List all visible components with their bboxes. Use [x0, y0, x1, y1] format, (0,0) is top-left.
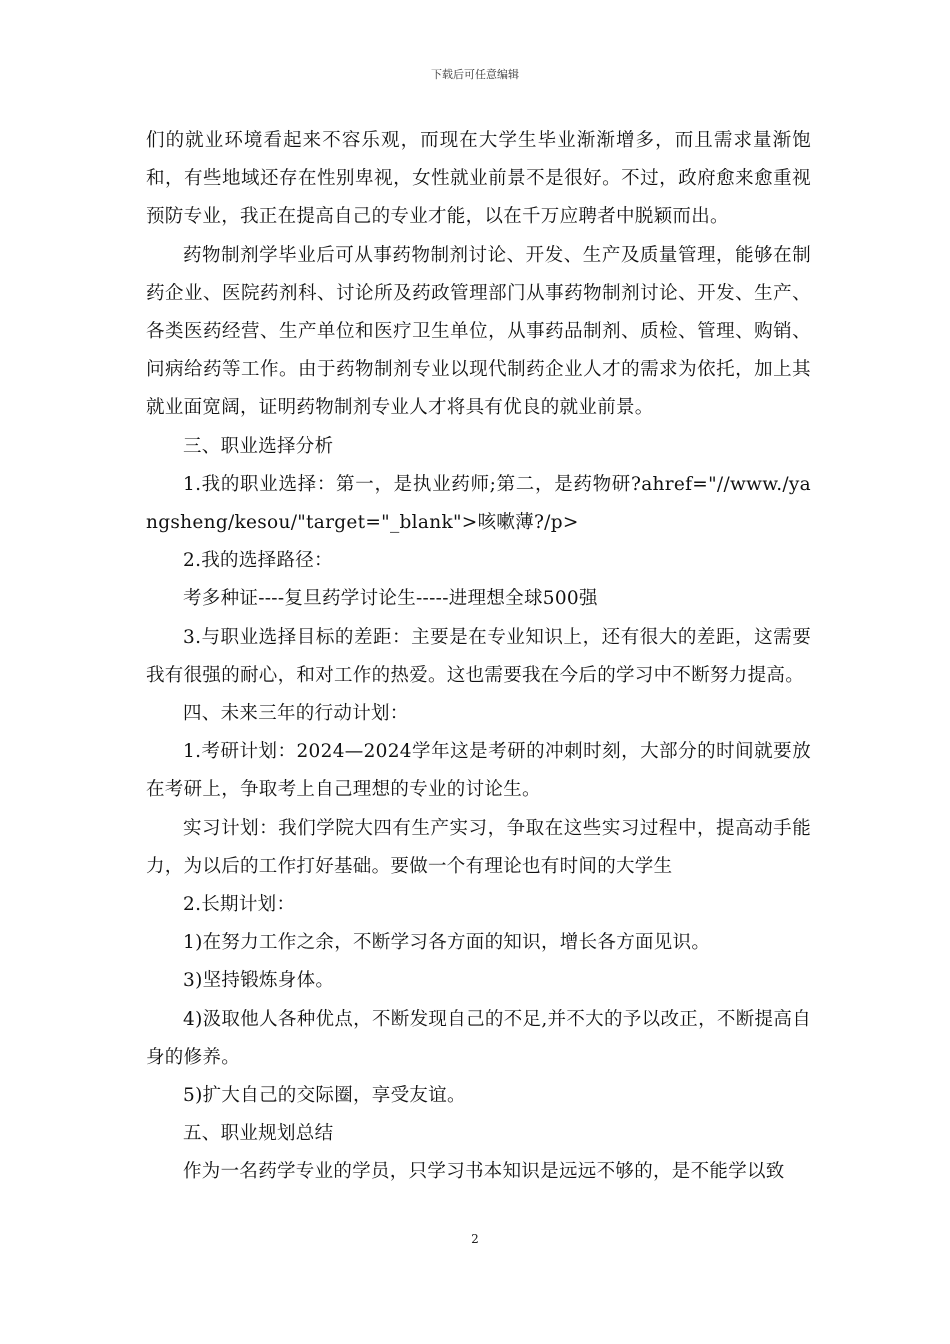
- paragraph-internship-plan: 实习计划：我们学院大四有生产实习，争取在这些实习过程中，提高动手能力，为以后的工作打好基础。要做一个有理论也有时间的大学生: [146, 817, 811, 877]
- section-heading-summary: 五、职业规划总结: [183, 1123, 334, 1145]
- paragraph-long-term-label: 2.长期计划：: [183, 894, 296, 916]
- list-item-social-circle: 5)扩大自己的交际圈，享受友谊。: [183, 1085, 466, 1107]
- section-heading-action-plan: 四、未来三年的行动计划：: [183, 703, 409, 725]
- paragraph-pharmaceutics-career: 药物制剂学毕业后可从事药物制剂讨论、开发、生产及质量管理，能够在制药企业、医院药剂科、讨论所及药政管理部门从事药物制剂讨论、开发、生产、各类医药经营、生产单位和医疗卫生单位，从事药品制剂、质检、管理、购销、问病给药等工作。由于药物制剂专业以现代制药企业人才的需求为依托，加上其就业面宽阔，证明药物制剂专业人才将具有优良的就业前景。: [146, 244, 811, 419]
- list-item-learning: 1)在努力工作之余，不断学习各方面的知识，增长各方面见识。: [183, 932, 711, 954]
- paragraph-choice-path: 考多种证----复旦药学讨论生-----进理想全球500强: [183, 588, 598, 610]
- paragraph-my-choice: 1.我的职业选择：第一，是执业药师;第二，是药物研?ahref="//www./yangsheng/kesou/"target="_blank">咳嗽薄?/p>: [146, 473, 811, 534]
- paragraph-gap: 3.与职业选择目标的差距：主要是在专业知识上，还有很大的差距，这需要我有很强的耐心，和对工作的热爱。这也需要我在今后的学习中不断努力提高。: [146, 626, 811, 686]
- list-item-self-improvement: 4)汲取他人各种优点，不断发现自己的不足,并不大的予以改正，不断提高自身的修养。: [146, 1008, 811, 1068]
- paragraph-choice-path-label: 2.我的选择路径：: [183, 550, 333, 572]
- document-body: [146, 122, 811, 1192]
- page-number: 2: [471, 1232, 479, 1246]
- page-header: 下载后可任意编辑: [431, 68, 519, 81]
- list-item-exercise: 3)坚持锻炼身体。: [183, 970, 335, 992]
- paragraph-summary: 作为一名药学专业的学员，只学习书本知识是远远不够的，是不能学以致: [183, 1161, 785, 1183]
- paragraph-employment-outlook: 们的就业环境看起来不容乐观，而现在大学生毕业渐渐增多，而且需求量渐饱和，有些地域还存在性别卑视，女性就业前景不是很好。不过，政府愈来愈重视预防专业，我正在提高自己的专业才能，以在千万应聘者中脱颖而出。: [146, 130, 811, 228]
- section-heading-career-choice: 三、职业选择分析: [183, 435, 334, 457]
- paragraph-exam-plan: 1.考研计划：2024—2024学年这是考研的冲刺时刻，大部分的时间就要放在考研上，争取考上自己理想的专业的讨论生。: [146, 741, 811, 801]
